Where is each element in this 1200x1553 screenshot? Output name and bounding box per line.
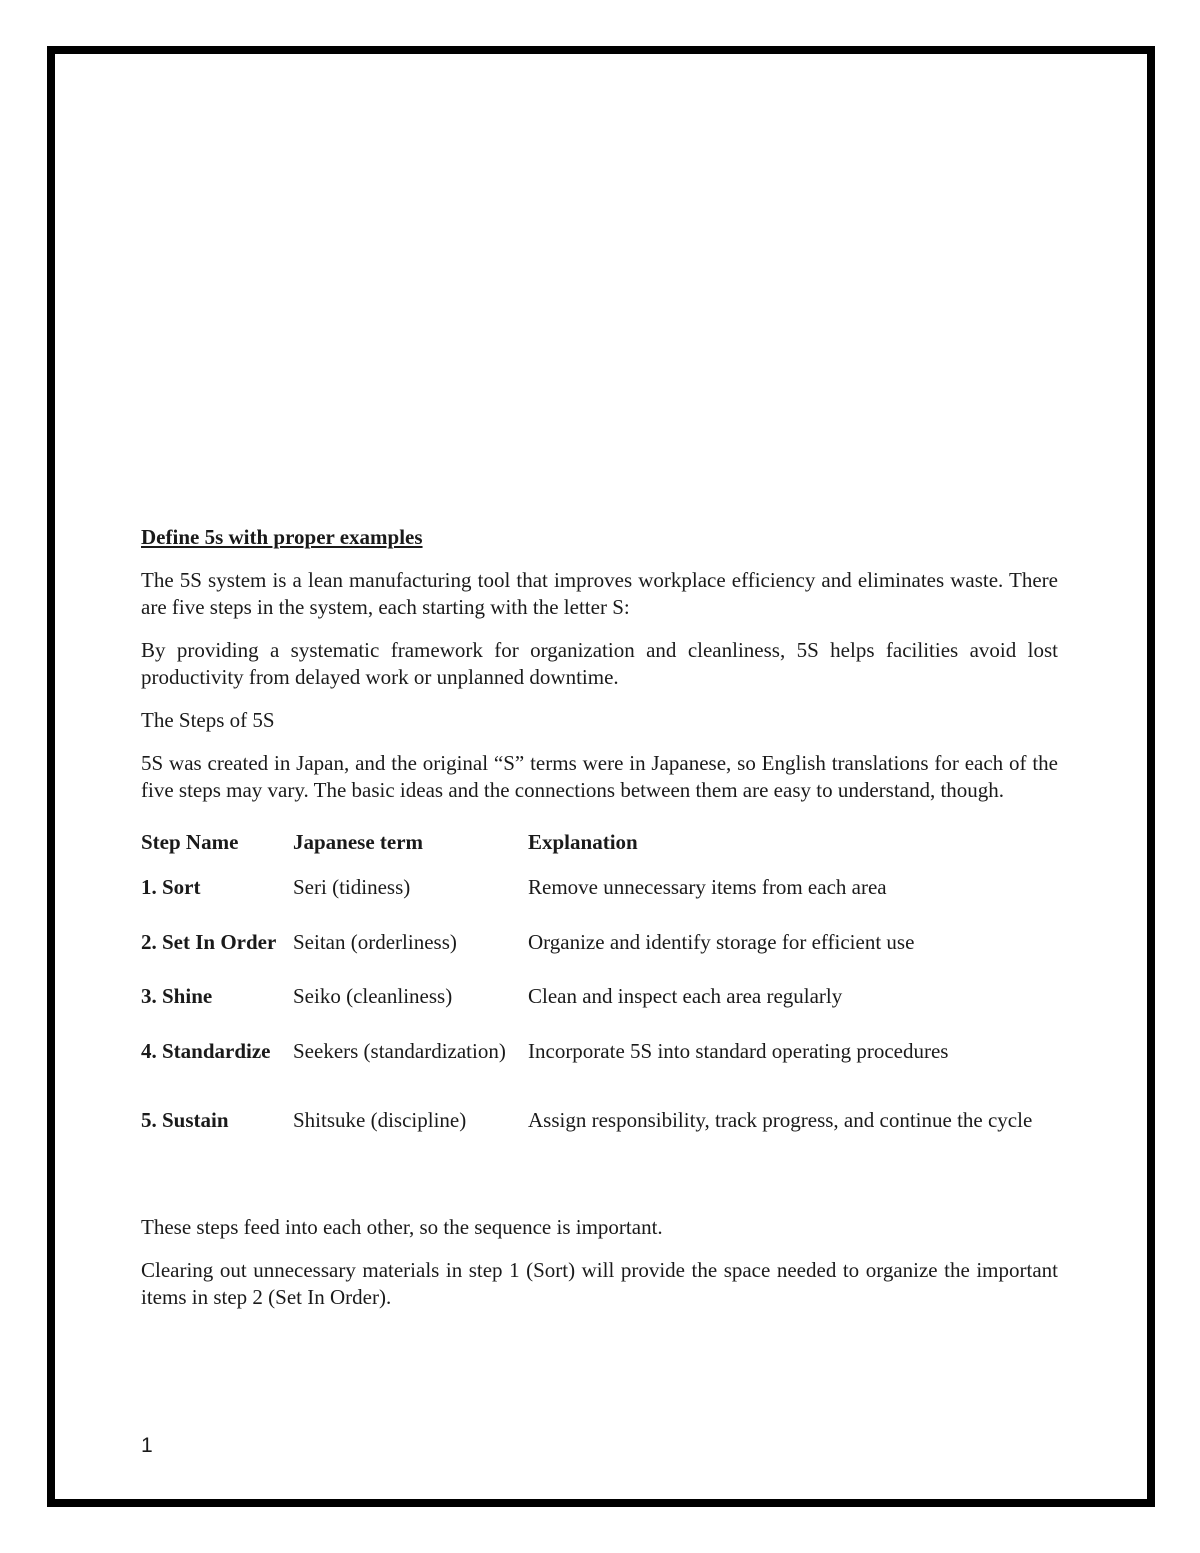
step-name: 2. Set In Order	[141, 929, 277, 954]
origin-paragraph: 5S was created in Japan, and the original “S” terms were in Japanese, so English translations for each of the five steps may vary. The basic ideas and the connections between them are easy to understand, though.	[141, 751, 1058, 802]
explanation: Incorporate 5S into standard operating procedures	[528, 1038, 949, 1063]
table-header-row	[141, 820, 1058, 864]
step-name: 1. Sort	[141, 875, 201, 899]
japanese-term: Seri (tidiness)	[293, 875, 411, 899]
explanation: Organize and identify storage for efficient use	[528, 929, 915, 954]
header-japanese-term: Japanese term	[293, 829, 424, 854]
sequence-paragraph: These steps feed into each other, so the sequence is important.	[141, 1215, 663, 1239]
step-name: 4. Standardize	[141, 1038, 271, 1063]
japanese-term: Shitsuke (discipline)	[293, 1107, 467, 1132]
table-row	[141, 1020, 1058, 1082]
table-row	[141, 1082, 1058, 1158]
table-row	[141, 973, 1058, 1020]
japanese-term: Seiko (cleanliness)	[293, 984, 453, 1008]
japanese-term: Seekers (standardization)	[293, 1038, 506, 1063]
step-name: 3. Shine	[141, 984, 213, 1008]
explanation: Clean and inspect each area regularly	[528, 984, 843, 1008]
header-step-name: Step Name	[141, 829, 239, 854]
steps-heading: The Steps of 5S	[141, 708, 275, 732]
intro-paragraph: The 5S system is a lean manufacturing tool that improves workplace efficiency and eliminates waste. There are five steps in the system, each starting with the letter S:	[141, 568, 1058, 619]
benefit-paragraph: By providing a systematic framework for organization and cleanliness, 5S helps facilities avoid lost productivity from delayed work or unplanned downtime.	[141, 638, 1058, 689]
japanese-term: Seitan (orderliness)	[293, 929, 457, 954]
steps-table	[141, 820, 1058, 1158]
step-name: 5. Sustain	[141, 1107, 229, 1132]
document-title: Define 5s with proper examples	[141, 525, 423, 549]
example-paragraph: Clearing out unnecessary materials in step 1 (Sort) will provide the space needed to organize the important items in step 2 (Set In Order).	[141, 1258, 1058, 1309]
table-row	[141, 864, 1058, 911]
explanation: Assign responsibility, track progress, and continue the cycle	[528, 1107, 1033, 1132]
explanation: Remove unnecessary items from each area	[528, 875, 887, 899]
page-number: 1	[141, 1434, 153, 1457]
table-row	[141, 911, 1058, 973]
header-explanation: Explanation	[528, 829, 638, 854]
document-body	[141, 524, 1058, 1327]
